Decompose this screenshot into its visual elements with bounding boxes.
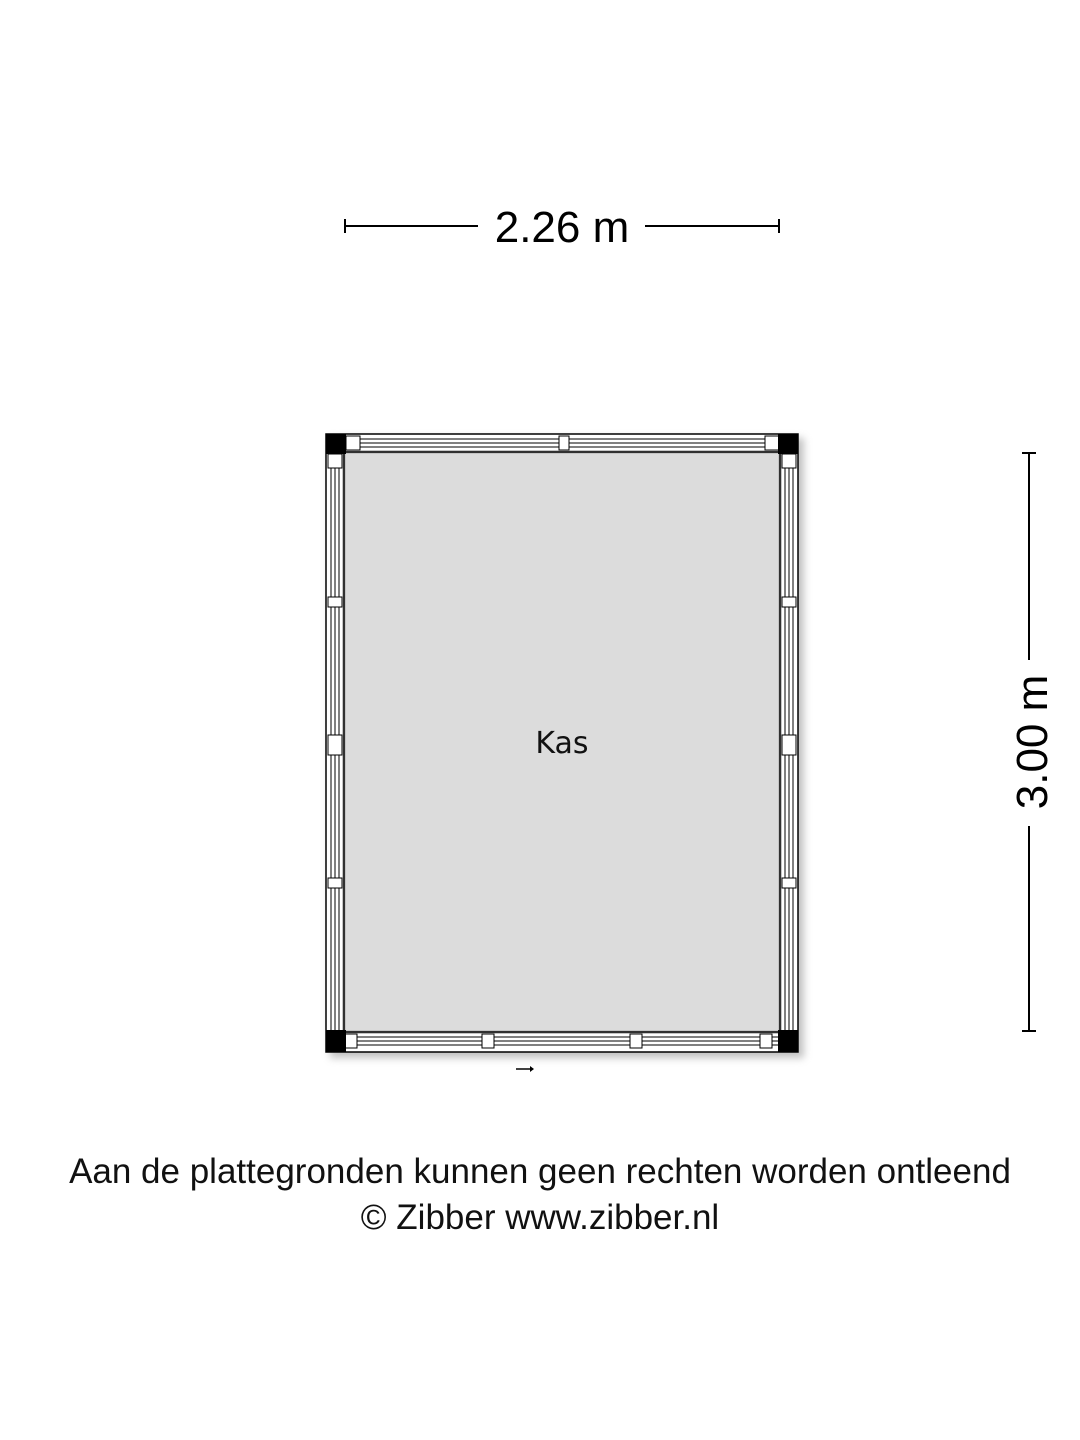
mullion [760, 1034, 772, 1048]
mullion [782, 878, 796, 888]
copyright-text: © Zibber www.zibber.nl [360, 1198, 720, 1237]
corner-post [326, 434, 346, 454]
mullion [559, 436, 569, 450]
mullion [346, 436, 360, 450]
mullion [782, 454, 796, 468]
corner-post [326, 1030, 346, 1052]
mullion [482, 1034, 494, 1048]
height-dimension [1008, 453, 1057, 1031]
room-label: Kas [535, 726, 589, 761]
mullion [328, 597, 342, 607]
corner-post [778, 1030, 798, 1052]
corner-post [778, 434, 798, 454]
mullion [328, 454, 342, 468]
height-dimension-label: 3.00 m [1008, 674, 1057, 810]
mullion [782, 735, 796, 755]
greenhouse-room [326, 434, 804, 1072]
mullion [765, 436, 779, 450]
entrance-arrow-head [530, 1066, 534, 1072]
mullion [630, 1034, 642, 1048]
mullion [782, 597, 796, 607]
width-dimension [345, 203, 779, 252]
disclaimer-text: Aan de plattegronden kunnen geen rechten worden ontleend [69, 1152, 1011, 1191]
mullion [345, 1034, 357, 1048]
width-dimension-label: 2.26 m [494, 203, 630, 252]
mullion [328, 735, 342, 755]
mullion [328, 878, 342, 888]
